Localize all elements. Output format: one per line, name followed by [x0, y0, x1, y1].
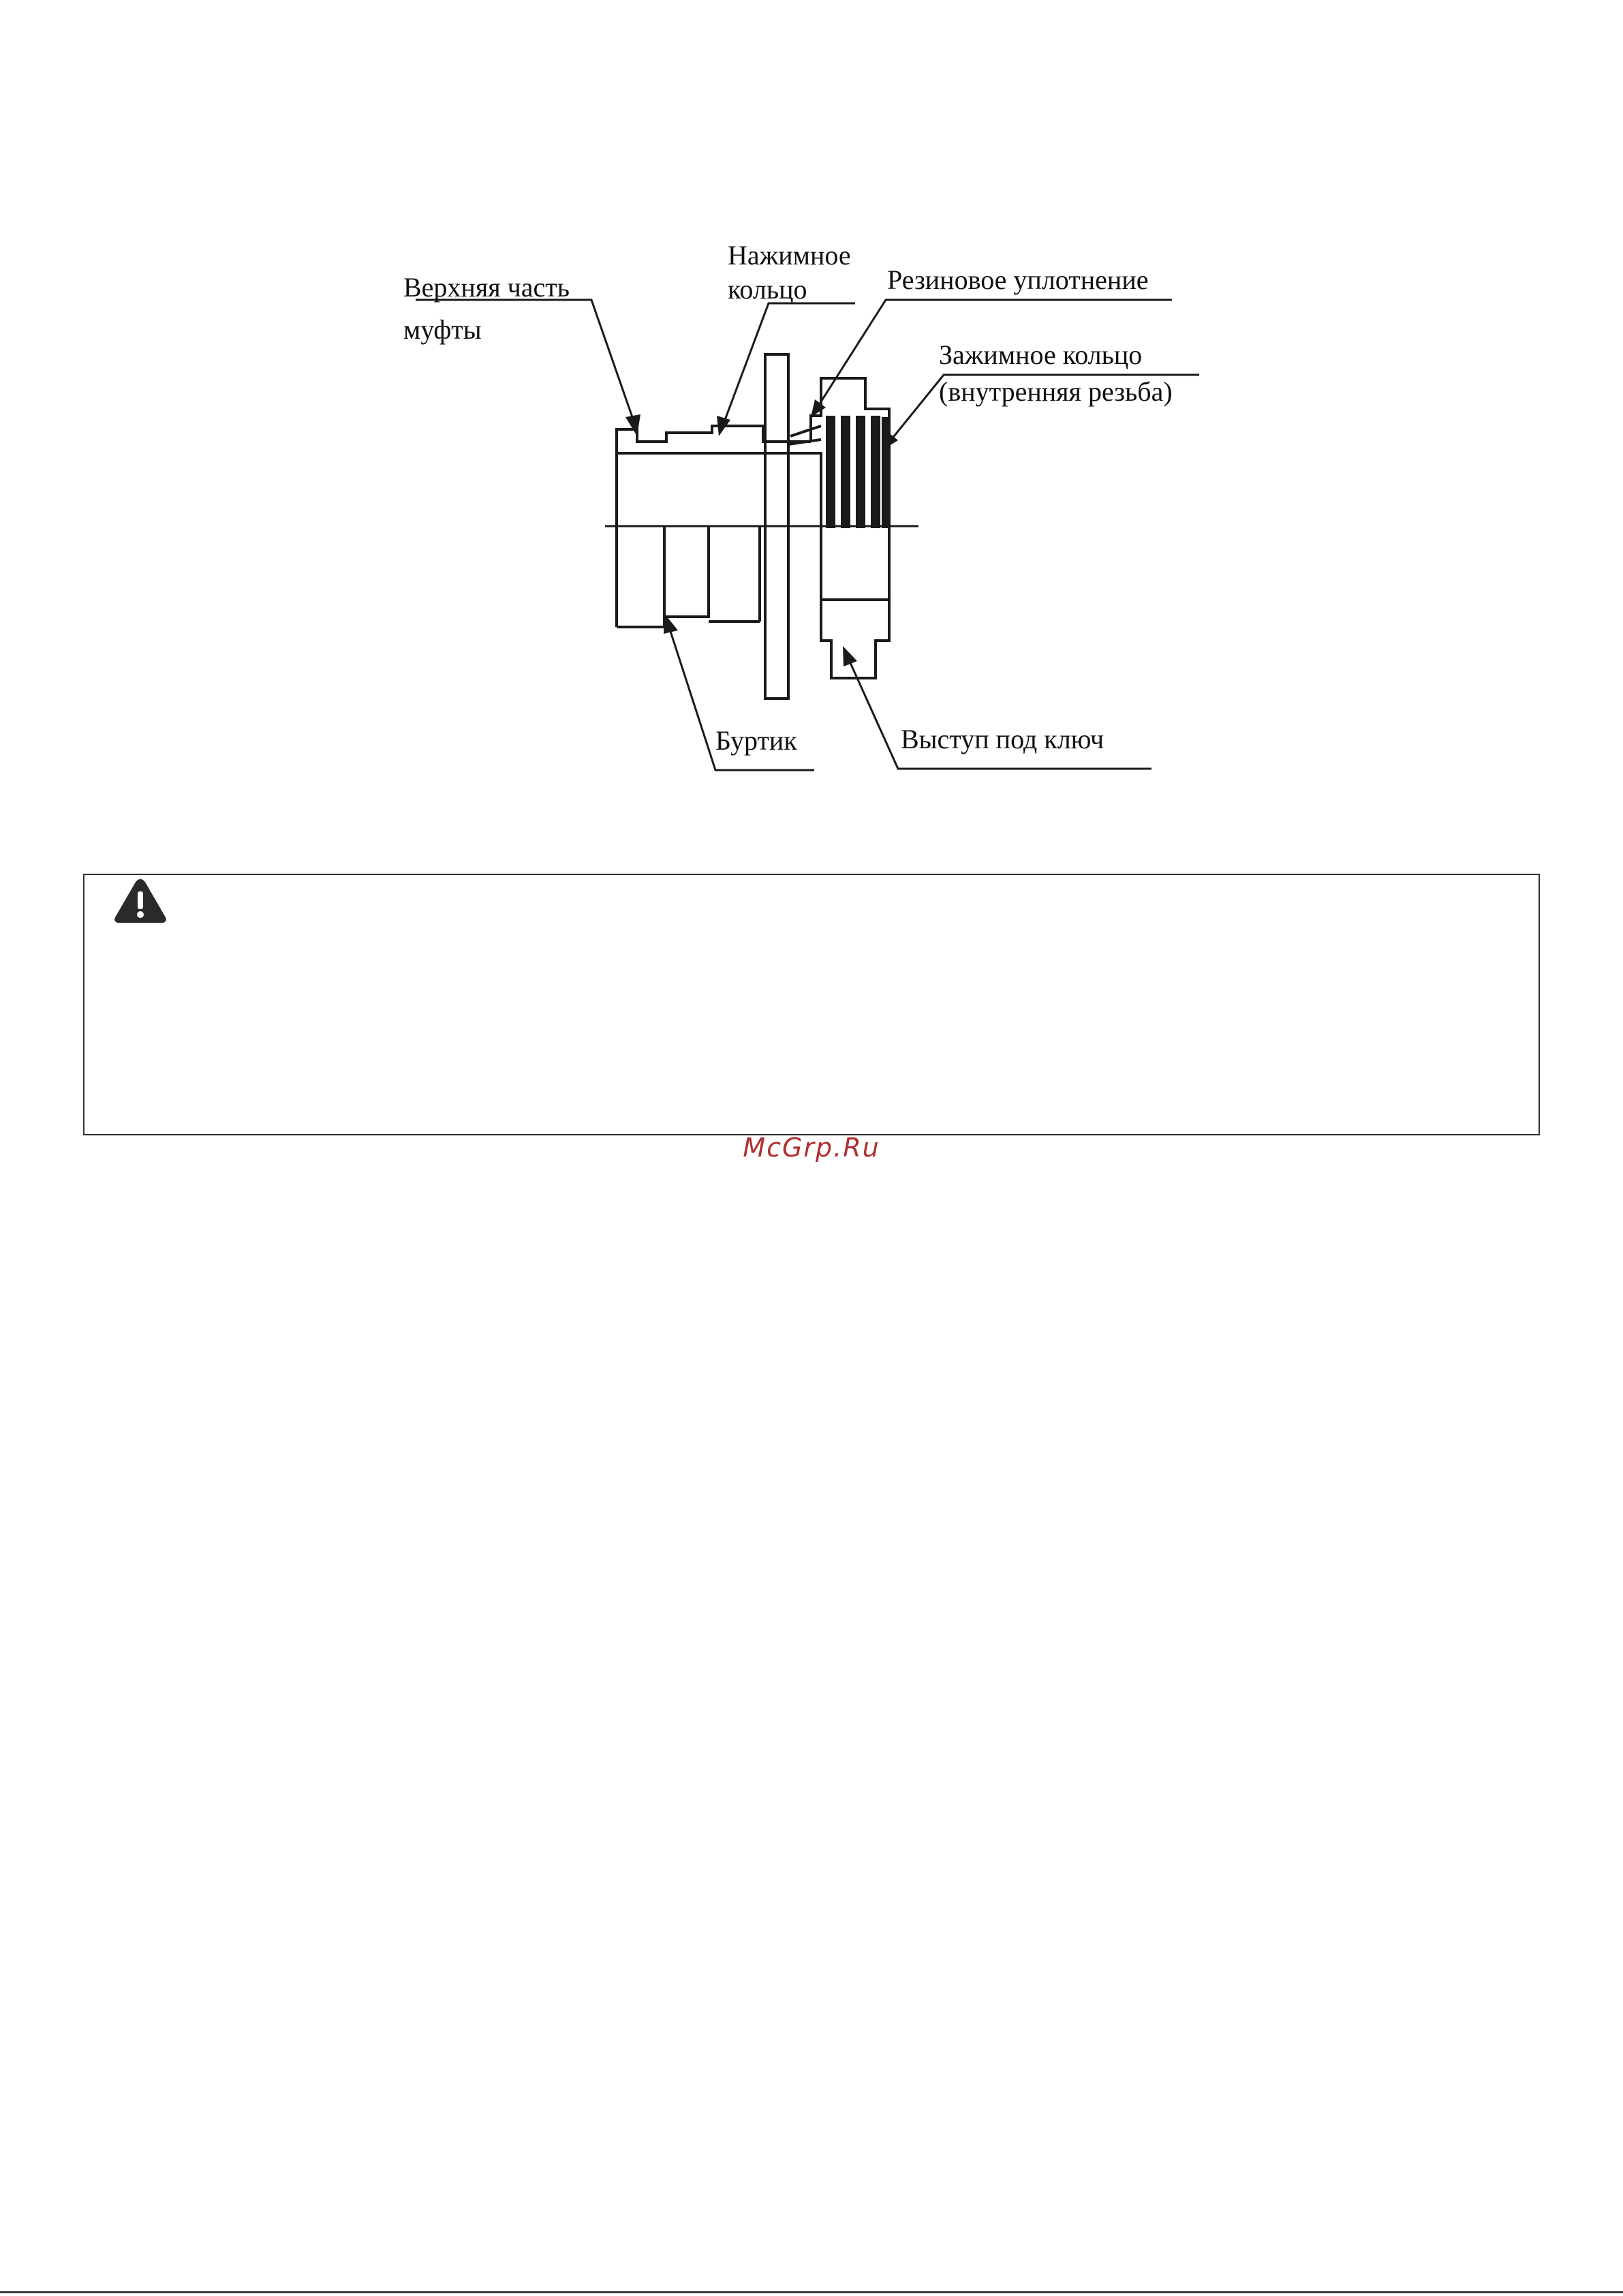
label-pressure-ring-2: кольцо	[728, 274, 807, 305]
label-coupling-top-2: муфты	[403, 314, 482, 345]
label-collar: Буртик	[715, 725, 797, 756]
label-rubber-seal: Резиновое уплотнение	[887, 264, 1149, 295]
label-clamp-ring-1: Зажимное кольцо	[939, 339, 1143, 370]
label-pressure-ring-1: Нажимное	[728, 240, 851, 271]
label-wrench-lug: Выступ под ключ	[901, 724, 1104, 754]
label-coupling-top-1: Верхняя часть	[403, 272, 570, 303]
coupling-diagram	[0, 0, 1623, 818]
label-clamp-ring-2: (внутренняя резьба)	[939, 376, 1173, 407]
footer-divider	[0, 2291, 1623, 2293]
clamp-ring	[788, 378, 889, 678]
warning-box	[83, 874, 1540, 1135]
warning-triangle-icon	[112, 875, 169, 925]
watermark: McGrp.Ru	[743, 1133, 880, 1163]
